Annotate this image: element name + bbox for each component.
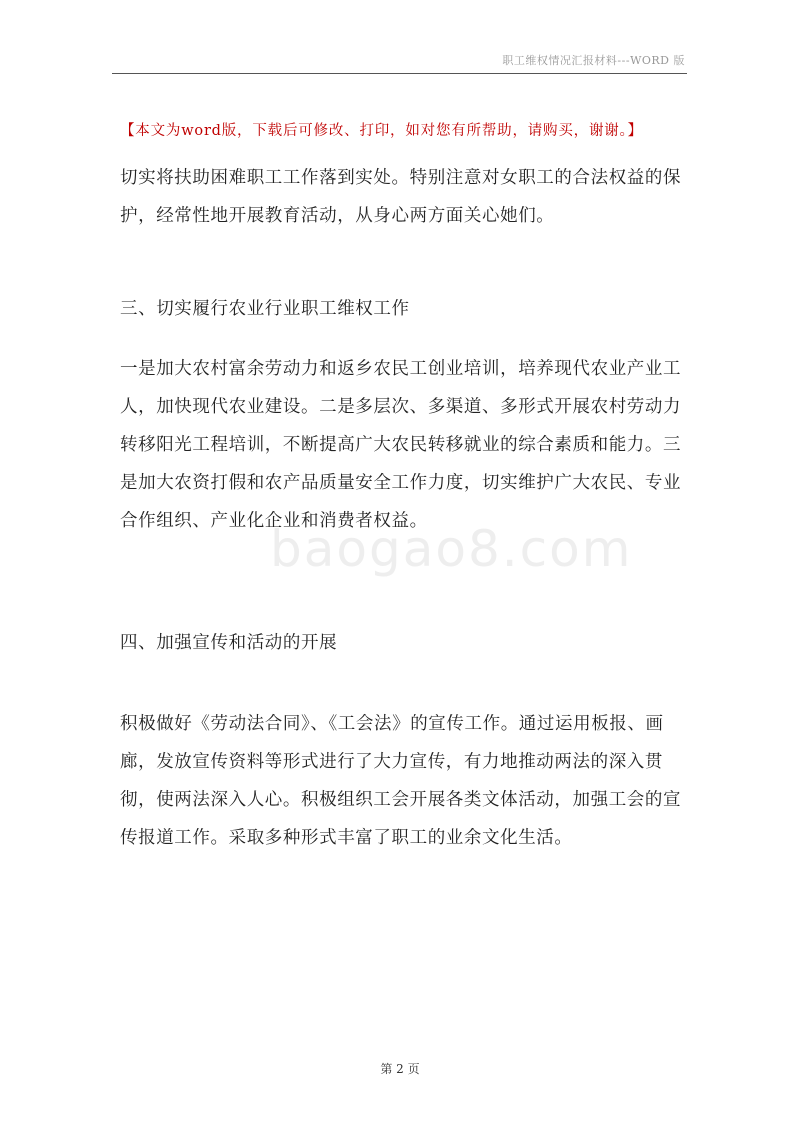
section-heading-3: 三、切实履行农业行业职工维权工作 <box>120 299 410 319</box>
page-header: 职工维权情况汇报材料---WORD 版 <box>502 54 685 67</box>
page-number: 第 2 页 <box>380 1062 420 1076</box>
watermark: baogao8.com <box>270 520 633 578</box>
purchase-notice: 【本文为word版，下载后可修改、打印，如对您有所帮助，请购买，谢谢。】 <box>120 123 643 139</box>
header-rule <box>112 73 687 74</box>
paragraph-support-workers: 切实将扶助困难职工工作落到实处。特别注意对女职工的合法权益的保护，经常性地开展教育活动，从身心两方面关心她们。 <box>120 168 682 226</box>
paragraph-publicity: 积极做好《劳动法合同》、《工会法》的宣传工作。通过运用板报、画廊，发放宣传资料等形式进行了大力宣传，有力地推动两法的深入贯彻，使两法深入人心。积极组织工会开展各类文体活动，加强工会的宣传报道工作。采取多种形式丰富了职工的业余文化生活。 <box>120 714 682 848</box>
section-heading-4: 四、加强宣传和活动的开展 <box>120 633 338 653</box>
paragraph-agriculture: 一是加大农村富余劳动力和返乡农民工创业培训，培养现代农业产业工人，加快现代农业建设。二是多层次、多渠道、多形式开展农村劳动力转移阳光工程培训，不断提高广大农民转移就业的综合素质和能力。三是加大农资打假和农产品质量安全工作力度，切实维护广大农民、专业合作组织、产业化企业和消费者权益。 <box>120 359 682 531</box>
